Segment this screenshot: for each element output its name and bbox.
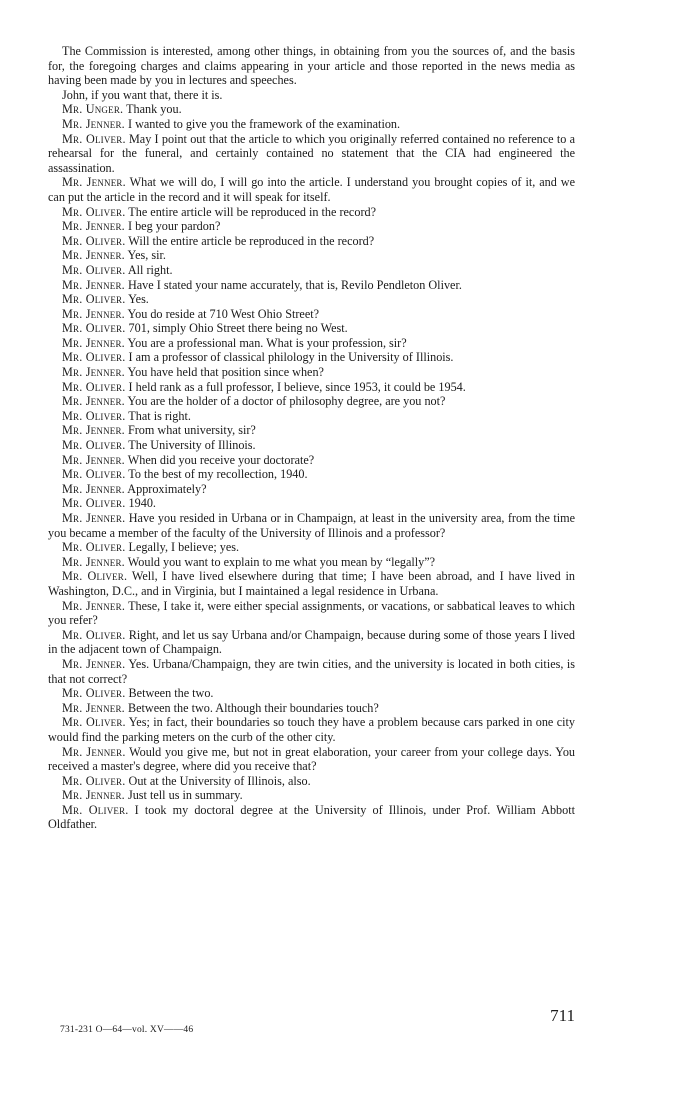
testimony-text: 1940. xyxy=(125,496,156,511)
testimony-line xyxy=(48,263,575,278)
speaker-name: Mr. Oliver. xyxy=(62,467,126,482)
speaker-name: Mr. Oliver. xyxy=(62,802,129,817)
testimony-text: You are the holder of a doctor of philosophy degree, are you not? xyxy=(124,394,446,409)
speaker-name: Mr. Oliver. xyxy=(62,627,126,642)
testimony-text: You do reside at 710 West Ohio Street? xyxy=(124,306,320,321)
speaker-name: Mr. Oliver. xyxy=(62,233,126,248)
speaker-name: Mr. Jenner. xyxy=(62,365,125,380)
page-number: 711 xyxy=(550,1006,575,1025)
testimony-line xyxy=(48,380,575,395)
speaker-name: Mr. Oliver. xyxy=(62,773,126,788)
testimony-text: Well, I have lived elsewhere during that time; I have been abroad, and I have lived in Washington, D.C., and in Virginia, but I maintained a legal residence in Urbana. xyxy=(48,569,575,598)
testimony-line xyxy=(48,657,575,686)
testimony-line xyxy=(48,774,575,789)
speaker-name: Mr. Jenner. xyxy=(62,394,125,409)
testimony-line xyxy=(48,175,575,204)
testimony-line xyxy=(48,292,575,307)
speaker-name: Mr. Jenner. xyxy=(62,335,125,350)
testimony-text: I took my doctoral degree at the University of Illinois, under Prof. William Abbott Oldfather. xyxy=(48,802,575,832)
testimony-text: Out at the University of Illinois, also. xyxy=(125,773,311,788)
testimony-text: These, I take it, were either special assignments, or vacations, or sabbatical leaves to which you refer? xyxy=(48,598,576,628)
paragraph-text: The Commission is interested, among other things, in obtaining from you the sources of, and the basis for, the foregoing charges and claims appearing in your article and those reported in the news media as having been made by you in lectures and speeches. xyxy=(48,44,575,88)
print-job-code: 731-231 O—64—vol. XV——46 xyxy=(60,1025,194,1035)
testimony-text: That is right. xyxy=(125,408,191,423)
testimony-line xyxy=(48,234,575,249)
testimony-text: Yes. Urbana/Champaign, they are twin cities, and the university is located in both cities, is that not correct? xyxy=(48,656,576,686)
testimony-line xyxy=(48,599,575,628)
testimony-line xyxy=(48,482,575,497)
speaker-name: Mr. Oliver. xyxy=(62,715,126,730)
speaker-name: Mr. Oliver. xyxy=(62,540,126,555)
speaker-name: Mr. Jenner. xyxy=(62,306,125,321)
testimony-line xyxy=(48,496,575,511)
testimony-line xyxy=(48,511,575,540)
speaker-name: Mr. Oliver. xyxy=(62,262,126,277)
speaker-name: Mr. Oliver. xyxy=(62,292,126,307)
testimony-line xyxy=(48,715,575,744)
testimony-text: All right. xyxy=(125,262,173,277)
speaker-name: Mr. Jenner. xyxy=(62,598,126,613)
testimony-text: Approximately? xyxy=(124,481,207,496)
testimony-line xyxy=(48,686,575,701)
speaker-name: Mr. Oliver. xyxy=(62,496,126,511)
testimony-line xyxy=(48,453,575,468)
testimony-line xyxy=(48,628,575,657)
speaker-name: Mr. Jenner. xyxy=(62,248,125,263)
testimony-text: Yes; in fact, their boundaries so touch they have a problem because cars parked in one city would find the parking meters on the curb of the other city. xyxy=(48,715,575,744)
speaker-name: Mr. Unger. xyxy=(62,102,124,117)
testimony-line xyxy=(48,307,575,322)
speaker-name: Mr. Jenner. xyxy=(62,700,125,715)
speaker-name: Mr. Oliver. xyxy=(62,569,128,584)
testimony-text: From what university, sir? xyxy=(124,423,256,438)
speaker-name: Mr. Jenner. xyxy=(62,452,125,467)
testimony-text: Just tell us in summary. xyxy=(124,788,243,803)
testimony-text: Right, and let us say Urbana and/or Champaign, because during some of those years I lived in the adjacent town of Champaign. xyxy=(48,627,575,657)
testimony-text: I wanted to give you the framework of the examination. xyxy=(124,116,401,131)
testimony-text: May I point out that the article to which you originally referred contained no reference to a rehearsal for the funeral, and certainly contained no statement that the CIA had engineered the assassination. xyxy=(48,131,575,175)
testimony-line xyxy=(48,102,575,117)
speaker-name: Mr. Oliver. xyxy=(62,131,126,146)
speaker-name: Mr. Oliver. xyxy=(62,321,126,336)
testimony-text: I am a professor of classical philology in the University of Illinois. xyxy=(125,350,454,365)
testimony-line xyxy=(48,248,575,263)
testimony-line xyxy=(48,336,575,351)
testimony-text: Would you want to explain to me what you mean by “legally”? xyxy=(124,554,436,569)
speaker-name: Mr. Jenner. xyxy=(62,511,126,525)
testimony-text: 701, simply Ohio Street there being no West. xyxy=(125,321,348,336)
testimony-text: Between the two. Although their boundaries touch? xyxy=(124,700,379,715)
testimony-text: Would you give me, but not in great elaboration, your career from your college days. You received a master's degree, where did you receive that? xyxy=(48,744,576,774)
testimony-line xyxy=(48,205,575,220)
testimony-line xyxy=(48,423,575,438)
testimony-text: What we will do, I will go into the article. I understand you brought copies of it, and we can put the article in the record and it will speak for itself. xyxy=(48,175,576,204)
speaker-name: Mr. Jenner. xyxy=(62,744,126,759)
testimony-text: You are a professional man. What is your profession, sir? xyxy=(124,335,407,350)
speaker-name: Mr. Oliver. xyxy=(62,438,126,453)
testimony-line xyxy=(48,365,575,380)
testimony-line xyxy=(48,803,575,832)
testimony-line xyxy=(48,555,575,570)
paragraph-intro-2 xyxy=(48,88,575,103)
testimony-text: Have you resided in Urbana or in Champaign, at least in the university area, from the time you became a member of the faculty of the University of Illinois and a professor? xyxy=(48,511,575,540)
testimony-text: I held rank as a full professor, I believe, since 1953, it could be 1954. xyxy=(125,379,466,394)
testimony-line xyxy=(48,745,575,774)
testimony-line xyxy=(48,132,575,176)
transcript-body xyxy=(48,44,575,832)
testimony-text: Will the entire article be reproduced in the record? xyxy=(125,233,375,248)
testimony-line xyxy=(48,394,575,409)
paragraph-text: John, if you want that, there it is. xyxy=(62,87,223,102)
speaker-name: Mr. Jenner. xyxy=(62,554,125,569)
testimony-line xyxy=(48,467,575,482)
speaker-name: Mr. Jenner. xyxy=(62,423,125,438)
testimony-text: I beg your pardon? xyxy=(124,219,221,234)
testimony-line xyxy=(48,701,575,716)
speaker-name: Mr. Oliver. xyxy=(62,204,126,219)
testimony-line xyxy=(48,788,575,803)
testimony-line xyxy=(48,350,575,365)
testimony-line xyxy=(48,219,575,234)
speaker-name: Mr. Jenner. xyxy=(62,481,125,496)
testimony-text: When did you receive your doctorate? xyxy=(124,452,315,467)
speaker-name: Mr. Jenner. xyxy=(62,656,126,671)
testimony-text: Have I stated your name accurately, that is, Revilo Pendleton Oliver. xyxy=(124,277,462,292)
testimony-text: To the best of my recollection, 1940. xyxy=(125,467,308,482)
testimony-text: You have held that position since when? xyxy=(124,365,324,380)
testimony-line xyxy=(48,438,575,453)
paragraph-intro xyxy=(48,44,575,88)
testimony-line xyxy=(48,117,575,132)
testimony-line xyxy=(48,540,575,555)
speaker-name: Mr. Jenner. xyxy=(62,116,125,131)
testimony-line xyxy=(48,569,575,598)
speaker-name: Mr. Jenner. xyxy=(62,175,126,190)
speaker-name: Mr. Jenner. xyxy=(62,277,125,292)
speaker-name: Mr. Oliver. xyxy=(62,350,126,365)
speaker-name: Mr. Jenner. xyxy=(62,788,125,803)
testimony-text: Thank you. xyxy=(123,102,182,117)
testimony-line xyxy=(48,278,575,293)
testimony-text: Legally, I believe; yes. xyxy=(125,540,240,555)
testimony-line xyxy=(48,321,575,336)
testimony-line xyxy=(48,409,575,424)
testimony-text: The University of Illinois. xyxy=(125,438,256,453)
speaker-name: Mr. Oliver. xyxy=(62,379,126,394)
testimony-text: Yes, sir. xyxy=(124,248,166,263)
speaker-name: Mr. Jenner. xyxy=(62,219,125,234)
speaker-name: Mr. Oliver. xyxy=(62,686,126,701)
speaker-name: Mr. Oliver. xyxy=(62,408,126,423)
testimony-text: The entire article will be reproduced in the record? xyxy=(125,204,377,219)
testimony-text: Between the two. xyxy=(125,686,214,701)
page-footer xyxy=(60,1006,575,1044)
testimony-text: Yes. xyxy=(125,292,149,307)
